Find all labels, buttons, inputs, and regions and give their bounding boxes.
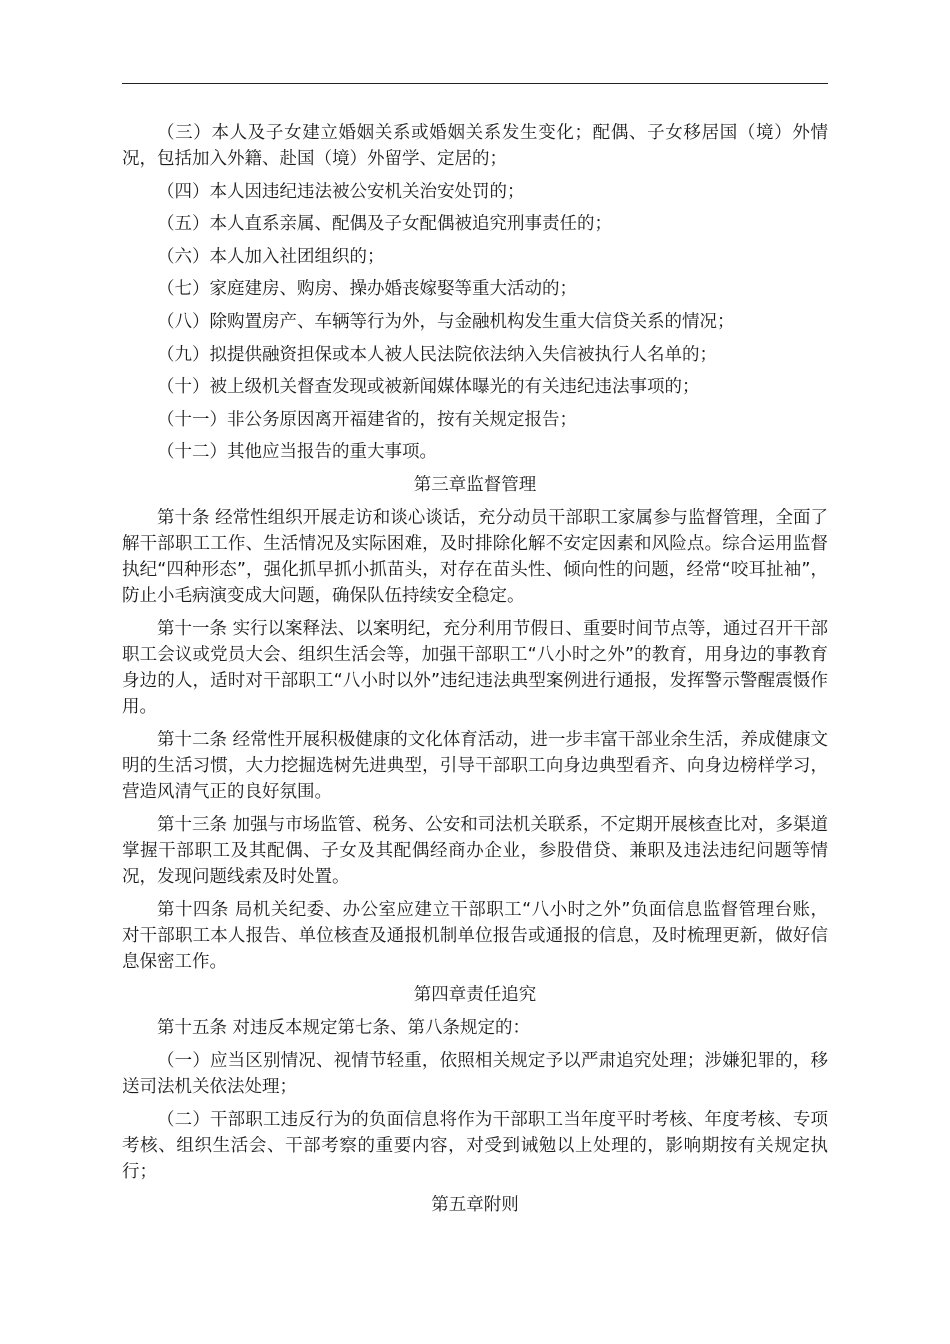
chapter-3-title: 第三章监督管理 <box>413 474 537 495</box>
chapter-5-title: 第五章附则 <box>431 1194 519 1215</box>
chapter-4-title: 第四章责任追究 <box>413 984 537 1005</box>
article-11: 第十一条 实行以案释法、以案明纪，充分利用节假日、重要时间节点等，通过召开干部职工会议或党员大会、组织生活会等，加强干部职工“八小时之外”的教育，用身边的事教育身边的人，适时对干部职工“八小时以外”违纪违法典型案例进行通报，发挥警示警醒震慑作用。 <box>122 618 828 717</box>
article-13: 第十三条 加强与市场监管、税务、公安和司法机关联系，不定期开展核查比对，多渠道掌握干部职工及其配偶、子女及其配偶经商办企业，参股借贷、兼职及违法违纪问题等情况，发现问题线索及时处置。 <box>122 814 828 887</box>
list-item: （二）干部职工违反行为的负面信息将作为干部职工当年度平时考核、年度考核、专项考核、组织生活会、干部考察的重要内容，对受到诫勉以上处理的，影响期按有关规定执行； <box>122 1109 828 1182</box>
list-item: （十二）其他应当报告的重大事项。 <box>157 442 437 463</box>
article-12: 第十二条 经常性开展积极健康的文化体育活动，进一步丰富干部业余生活，养成健康文明的生活习惯，大力挖掘选树先进典型，引导干部职工向身边典型看齐、向身边榜样学习，营造风清气正的良好氛围。 <box>122 729 828 802</box>
article-10: 第十条 经常性组织开展走访和谈心谈话，充分动员干部职工家属参与监督管理，全面了解干部职工工作、生活情况及实际困难，及时排除化解不安定因素和风险点。综合运用监督执纪“四种形态”，强化抓早抓小抓苗头，对存在苗头性、倾向性的问题，经常“咬耳扯袖”，防止小毛病演变成大问题，确保队伍持续安全稳定。 <box>122 507 828 606</box>
article-14: 第十四条 局机关纪委、办公室应建立干部职工“八小时之外”负面信息监督管理台账，对干部职工本人报告、单位核查及通报机制单位报告或通报的信息，及时梳理更新，做好信息保密工作。 <box>122 899 828 972</box>
list-item: （九）拟提供融资担保或本人被人民法院依法纳入失信被执行人名单的； <box>157 344 717 365</box>
list-item: （十）被上级机关督查发现或被新闻媒体曝光的有关违纪违法事项的； <box>157 377 700 398</box>
header-rule <box>122 83 828 84</box>
list-item: （六）本人加入社团组织的； <box>157 246 385 267</box>
list-item: （八）除购置房产、车辆等行为外，与金融机构发生重大信贷关系的情况； <box>157 311 735 332</box>
list-item: （一）应当区别情况、视情节轻重，依照相关规定予以严肃追究处理；涉嫌犯罪的，移送司法机关依法处理； <box>122 1050 828 1097</box>
list-item: （十一）非公务原因离开福建省的，按有关规定报告； <box>157 409 577 430</box>
list-item: （五）本人直系亲属、配偶及子女配偶被追究刑事责任的； <box>157 214 612 235</box>
list-item: （三）本人及子女建立婚姻关系或婚姻关系发生变化；配偶、子女移居国（境）外情况，包括加入外籍、赴国（境）外留学、定居的； <box>122 123 828 169</box>
document-body <box>122 120 828 1225</box>
list-item: （四）本人因违纪违法被公安机关治安处罚的； <box>157 181 525 202</box>
list-item: （七）家庭建房、购房、操办婚丧嫁娶等重大活动的； <box>157 279 577 300</box>
article-15: 第十五条 对违反本规定第七条、第八条规定的： <box>157 1017 531 1038</box>
